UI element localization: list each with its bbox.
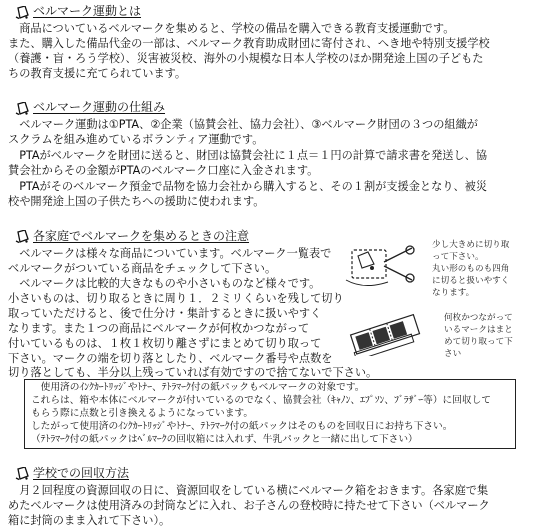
- paragraph-line: なります。また１つの商品にベルマークが何枚かつながって: [8, 322, 310, 335]
- paragraph-line: 箱に封筒のまま入れて下さい）。: [8, 514, 171, 527]
- notice-line: （ﾃﾄﾗﾏｰｸ付の紙パックはﾍﾞﾙﾏｰｸの回収箱には入れず、牛乳パックと一緒に出して下さい）: [31, 434, 418, 445]
- notice-line: 使用済のｲﾝｸｶｰﾄﾘｯｼﾞやﾄﾅｰ、ﾃﾄﾗﾏｰｸ付の紙パックもベルマークの対象です。: [31, 382, 365, 393]
- paragraph-line: 小さいものは、切り取るときに周り１．２ミリくらいを残して切り: [8, 292, 344, 305]
- side-note-line: さい: [444, 349, 462, 359]
- side-note-line: いるマークはまと: [444, 325, 513, 335]
- paragraph-line: （養護・盲・ろう学校）、災害被災校、海外の小規模な日本人学校のほか開発途上国の子どもた: [8, 52, 484, 65]
- paragraph-line: ちの教育支援に充てられています。: [8, 67, 187, 80]
- side-note-line: 何枚かつながって: [444, 313, 513, 323]
- paragraph-line: スクラムを組み進めているボランティア運動です。: [8, 133, 264, 146]
- side-note-line: に切ると扱いやすく: [432, 276, 510, 286]
- section-heading-about: ベルマーク運動とは: [33, 4, 142, 18]
- paragraph-line: 商品についているベルマークを集めると、学校の備品を購入できる教育支援運動です。: [8, 22, 455, 35]
- side-note-line: 少し大きめに切り取: [432, 240, 510, 250]
- notice-line: したがって使用済のｲﾝｸｶｰﾄﾘｯｼﾞやﾄﾅｰ、ﾃﾄﾗﾏｰｸ付の紙パックはそのものを回収日にお持ち下さい。: [31, 421, 453, 432]
- notice-box: [24, 379, 516, 449]
- scissors-illustration: [344, 240, 418, 292]
- paragraph-line: 賛会社からその金額がPTAのベルマーク口座に入金されます。: [8, 164, 319, 177]
- paragraph-line: ベルマーク運動は①PTA、②企業（協賛会社、協力会社）、③ベルマーク財団の３つの組織が: [8, 118, 478, 131]
- paragraph-line: PTAがベルマークを財団に送ると、財団は協賛会社に１点＝１円の計算で請求書を発送し、協: [8, 149, 488, 162]
- paragraph-line: 付いているものは、１枚１枚切り離さずにまとめて切り取って: [8, 337, 322, 350]
- paragraph-line: 月２回程度の資源回収の日に、資源回収をしている横にベルマーク箱をおきます。各家庭で集: [8, 484, 489, 497]
- paragraph-line: ベルマークは様々な商品についています。ベルマーク一覧表で: [8, 247, 332, 260]
- side-note-line: って下さい。: [432, 252, 484, 262]
- bell-icon: [14, 230, 30, 244]
- notice-line: これらは、箱や本体にベルマークが付いているのでなく、協賛会社（ｷｬﾉﾝ、ｴﾌﾟｿﾝ、ﾌﾞﾗｻﾞｰ等）に回収して: [31, 395, 491, 406]
- paragraph-line: また、購入した備品代金の一部は、ベルマーク教育助成財団に寄付され、へき地や特別支援学校: [8, 37, 490, 50]
- paragraph-line: ベルマークがついている商品をチェックして下さい。: [8, 262, 277, 275]
- bellmark-strip-illustration: [346, 312, 426, 356]
- paragraph-line: 下さい。マークの端を切り落としたり、ベルマーク番号や点数を: [8, 352, 333, 365]
- paragraph-line: PTAがそのベルマーク預金で品物を協力会社から購入すると、その１割が支援金となり、被災: [8, 180, 488, 193]
- side-note-line: 丸い形のものも四角: [432, 264, 510, 274]
- section-heading-system: ベルマーク運動の仕組み: [33, 100, 166, 114]
- notice-line: もらう際に点数と引き換えるようになっています。: [31, 408, 254, 419]
- paragraph-line: 校や開発途上国の子供たちへの援助に使われます。: [8, 195, 265, 208]
- section-heading-caution: 各家庭でベルマークを集めるときの注意: [33, 229, 250, 243]
- bell-icon: [14, 102, 30, 116]
- paragraph-line: 切り落としても、半分以上残っていれば有効ですので捨てないで下さい。: [8, 366, 378, 379]
- paragraph-line: 取っていただけると、後で仕分け・集計するときに扱いやすく: [8, 307, 322, 320]
- paragraph-line: めたベルマークは使用済みの封筒などに入れ、お子さんの登校時に持たせて下さい（ベルマーク: [8, 499, 490, 512]
- section-heading-collection: 学校での回収方法: [33, 466, 130, 480]
- side-note-line: なります。: [432, 288, 475, 298]
- side-note-line: めて切り取って下: [444, 337, 513, 347]
- bell-icon: [14, 467, 30, 481]
- paragraph-line: ベルマークは比較的大きなものや小さいものなど様々です。: [8, 277, 321, 290]
- bell-icon: [14, 6, 30, 20]
